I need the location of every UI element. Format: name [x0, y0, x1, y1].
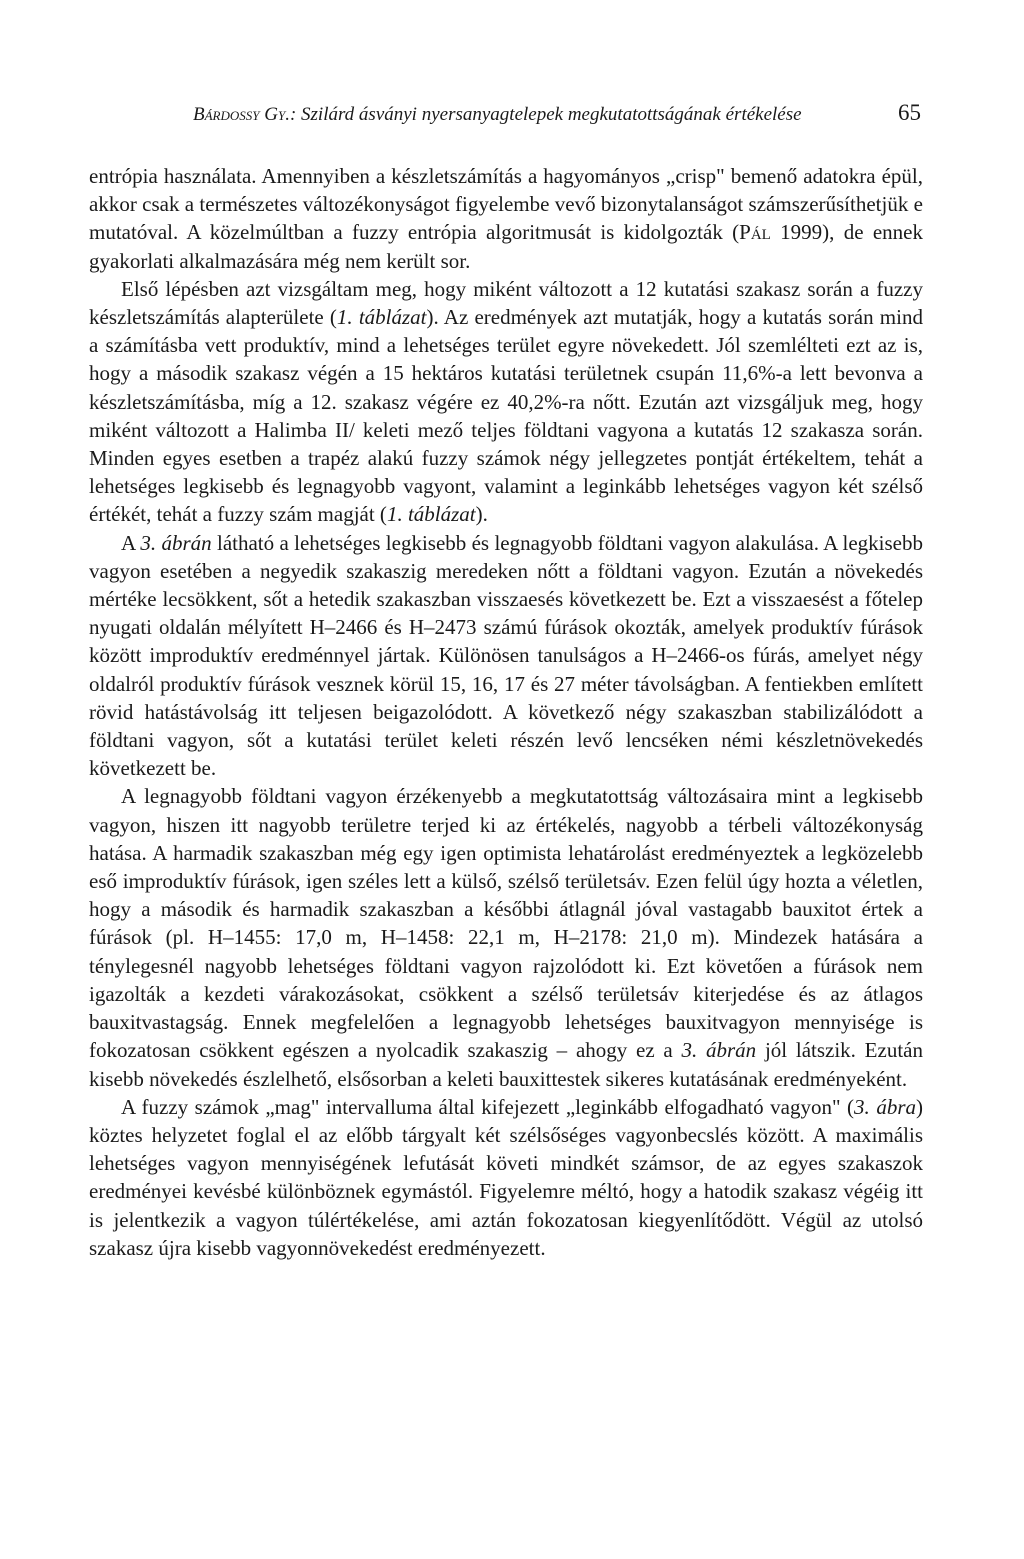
header-separator: :: [289, 104, 302, 125]
paragraph-5: [89, 1093, 923, 1262]
paragraph-text: 1999), de ennek gyakorlati alkalmazására még nem került sor.: [89, 220, 923, 273]
cited-author: Pál: [739, 220, 771, 245]
paragraph-text: Első lépésben azt vizsgáltam meg, hogy miként változott a 12 kutatási szakasz során a fuzzy készletszámítás alapterülete (: [89, 276, 923, 330]
paragraph-2: [89, 275, 923, 529]
page-number: 65: [898, 100, 921, 125]
paragraph-3: [89, 529, 923, 783]
paragraph-4: [89, 782, 923, 1092]
paragraph-text: ).: [475, 502, 488, 527]
paragraph-text: ). Az eredmények azt mutatják, hogy a kutatás során mind a számításba vett produktív, mind a lehetséges terület egyre növekedett. Jól szemlélteti ezt az is, hogy a második szakasz végén a 15 hektáros kutatási területnek csupán 11,6%-a lett bevonva a készletszámításba, míg a 12. szakasz végére ez 40,2%-ra nőtt. Ezután azt vizsgáljuk meg, hogy miként változott a Halimba II/ keleti mező teljes földtani vagyona a kutatás 12 szakasza során. Minden egyes esetben a trapéz alakú fuzzy számok négy jellegzetes pontját értékeltem, tehát a lehetséges legkisebb és legnagyobb vagyont, valamint a leginkább lehetséges vagyon két szélső értékét, tehát a fuzzy szám magját (: [89, 305, 923, 527]
paragraph-text: A fuzzy számok „mag" intervalluma által kifejezett „leginkább elfogadható vagyon" (: [121, 1094, 855, 1119]
header-author: Bárdossy Gy.: [193, 104, 290, 125]
figure-reference: 3. ábrán: [140, 530, 212, 555]
header-citation: [193, 104, 802, 126]
figure-reference: 3. ábra: [854, 1094, 916, 1119]
paragraph-text: A legnagyobb földtani vagyon érzékenyebb a megkutatottság változásaira mint a legkisebb vagyon, hiszen itt nagyobb területre terjed ki az értékelés, nagyobb a térbeli változékonyság hatása. A harmadik szakaszban még egy igen optimista lehatárolást eredményeztek a legközelebb eső improduktív fúrások, igen széles lett a külső, szélső területsáv. Ezen felül úgy hozta a véletlen, hogy a második és harmadik szakaszban a későbbi átlagnál jóval vastagabb bauxitot értek a fúrások (pl. H–1455: 17,0 m, H–1458: 22,1 m, H–2178: 21,0 m). Mindezek hatására a ténylegesnél nagyobb lehetséges földtani vagyon rajzolódott ki. Ezt követően a fúrások nem igazolták a kezdeti várakozásokat, csökkent a szélső területsáv kiterjedése és az átlagos bauxitvastagság. Ennek megfelelően a legnagyobb lehetséges bauxitvagyon mennyisége is fokozatosan csökkent egészen a nyolcadik szakaszig – ahogy ez a: [89, 784, 923, 1063]
paragraph-1: [89, 162, 923, 275]
paragraph-text: A: [121, 530, 141, 555]
paragraph-text: entrópia használata. Amennyiben a készletszámítás a hagyományos „crisp" bemenő adatokra épül, akkor csak a természetes változékonyságot figyelembe vevő bizonytalanságot számszerűsíthetjük e mutatóval. A közelmúltban a fuzzy entrópia algoritmusát is kidolgozták (: [89, 164, 923, 245]
paragraph-text: jól látszik. Ezután kisebb növekedés észlelhető, elsősorban a keleti bauxittestek sikeres kutatásának eredményeként.: [89, 1038, 923, 1091]
header-title: Szilárd ásványi nyersanyagtelepek megkutatottságának értékelése: [301, 104, 802, 125]
table-reference: 1. táblázat: [386, 502, 476, 527]
table-reference: 1. táblázat: [336, 305, 427, 330]
body-text: [89, 162, 923, 1262]
figure-reference: 3. ábrán: [681, 1038, 757, 1063]
running-header: [89, 100, 923, 126]
paragraph-text: ) köztes helyzetet foglal el az előbb tárgyalt két szélsőséges vagyonbecslés között. A maximális lehetséges vagyon mennyiségének lefutását követi mindkét számsor, de az egyes szakaszok eredményei kevésbé különböznek egymástól. Figyelemre méltó, hogy a hatodik szakasz végéig itt is jelentkezik a vagyon túlértékelése, ami aztán fokozatosan kiegyenlítődött. Végül az utolsó szakasz újra kisebb vagyonnövekedést eredményezett.: [89, 1094, 923, 1260]
paragraph-text: látható a lehetséges legkisebb és legnagyobb földtani vagyon alakulása. A legkisebb vagyon esetében a negyedik szakaszig meredeken nőtt a földtani vagyon. Ezután a növekedés mértéke lecsökkent, sőt a hetedik szakaszban visszaesés következett be. Ezt a visszaesést a főtelep nyugati oldalán mélyített H–2466 és H–2473 számú fúrások okozták, amelyek produktív fúrások között improduktív eredménnyel jártak. Különösen tanulságos a H–2466-os fúrás, amelyet négy oldalról produktív fúrások vesznek körül 15, 16, 17 és 27 méter távolságban. A fentiekben említett rövid hatástávolság itt teljesen beigazolódott. A következő négy szakaszban stabilizálódott a földtani vagyon, sőt a kutatási terület keleti részén levő lencséken némi készletnövekedés következett be.: [89, 530, 923, 781]
document-page: [89, 100, 923, 1262]
